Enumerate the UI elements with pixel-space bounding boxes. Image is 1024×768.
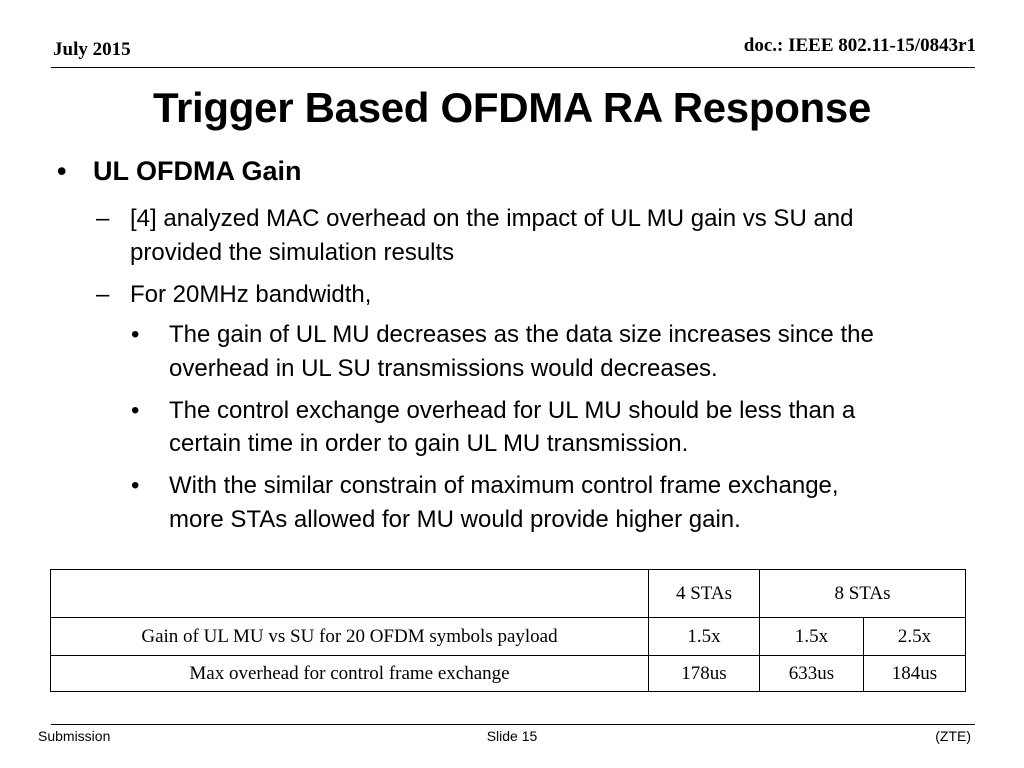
table-row [51, 618, 966, 656]
slide-title: Trigger Based OFDMA RA Response [152, 84, 872, 131]
table-cell: 633us [760, 656, 864, 692]
dot-marker: • [131, 321, 140, 348]
table-row [51, 656, 966, 692]
footer-submission: Submission [38, 728, 111, 744]
table-cell: 1.5x [760, 618, 864, 656]
dot-marker: • [131, 472, 140, 499]
bullet-ul-ofdma-gain: UL OFDMA Gain [93, 156, 302, 186]
results-table [50, 569, 966, 692]
table-row-label: Gain of UL MU vs SU for 20 OFDM symbols payload [51, 618, 649, 656]
table-cell: 1.5x [649, 618, 760, 656]
point-gain-decrease-line2: overhead in UL SU transmissions would decreases. [169, 355, 718, 382]
sub-bullet-mac-overhead-line1: [4] analyzed MAC overhead on the impact of UL MU gain vs SU and [130, 205, 854, 232]
point-control-overhead-line1: The control exchange overhead for UL MU should be less than a [169, 397, 856, 424]
footer-slide-number: Slide 15 [486, 728, 538, 744]
table-cell: 178us [649, 656, 760, 692]
point-gain-decrease-line1: The gain of UL MU decreases as the data size increases since the [169, 321, 874, 348]
header-divider [51, 67, 975, 68]
point-more-stas-line2: more STAs allowed for MU would provide higher gain. [169, 506, 741, 533]
footer-company: (ZTE) [935, 728, 971, 744]
dash-marker: – [96, 281, 110, 308]
table-cell: 2.5x [864, 618, 966, 656]
table-header-cell [51, 570, 649, 618]
table-row-label: Max overhead for control frame exchange [51, 656, 649, 692]
point-more-stas-line1: With the similar constrain of maximum control frame exchange, [169, 472, 839, 499]
table-cell: 184us [864, 656, 966, 692]
point-control-overhead-line2: certain time in order to gain UL MU transmission. [169, 430, 689, 457]
sub-bullet-mac-overhead-line2: provided the simulation results [130, 239, 455, 266]
table-header-8stas: 8 STAs [760, 570, 966, 618]
sub-bullet-20mhz: For 20MHz bandwidth, [130, 281, 372, 308]
header-date: July 2015 [53, 39, 131, 60]
header-doc-id: doc.: IEEE 802.11-15/0843r1 [743, 35, 976, 56]
footer-divider [51, 724, 975, 725]
dot-marker: • [131, 397, 140, 424]
table-header-4stas: 4 STAs [649, 570, 760, 618]
dash-marker: – [96, 205, 110, 232]
table-header-row [51, 570, 966, 618]
bullet-marker: • [57, 156, 67, 186]
